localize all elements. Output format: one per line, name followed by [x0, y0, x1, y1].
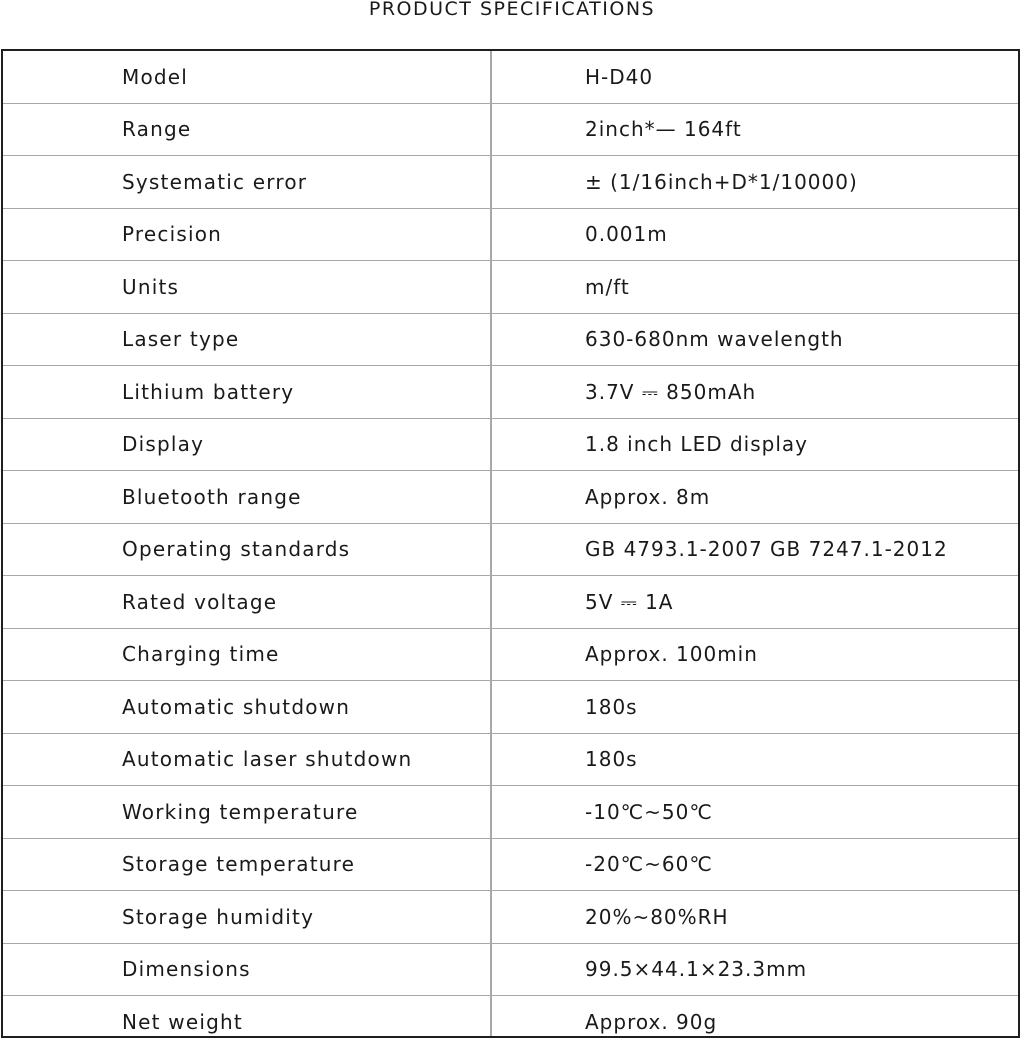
- spec-label: Model: [122, 64, 189, 89]
- spec-label: Working temperature: [122, 799, 359, 824]
- spec-label: Operating standards: [122, 537, 351, 562]
- spec-value: 5V ⎓ 1A: [585, 589, 674, 614]
- spec-value: GB 4793.1-2007 GB 7247.1-2012: [585, 537, 948, 562]
- specifications-table: [1, 49, 1020, 1038]
- table-row: [3, 314, 1018, 367]
- spec-value: m/ft: [585, 274, 630, 299]
- spec-label: Charging time: [122, 642, 280, 667]
- spec-label: Storage humidity: [122, 904, 315, 929]
- table-row: [3, 839, 1018, 892]
- spec-value: ± (1/16inch+D*1/10000): [585, 169, 858, 194]
- table-row: [3, 104, 1018, 157]
- table-row: [3, 681, 1018, 734]
- spec-label: Lithium battery: [122, 379, 295, 404]
- table-row: [3, 576, 1018, 629]
- spec-label: Storage temperature: [122, 852, 356, 877]
- spec-value: 0.001m: [585, 222, 668, 247]
- table-row: [3, 261, 1018, 314]
- spec-value: 99.5×44.1×23.3mm: [585, 957, 808, 982]
- table-row: [3, 156, 1018, 209]
- page-title: PRODUCT SPECIFICATIONS: [368, 0, 656, 20]
- table-row: [3, 629, 1018, 682]
- spec-value: 20%~80%RH: [585, 904, 729, 929]
- spec-label: Automatic laser shutdown: [122, 747, 413, 772]
- table-row: [3, 891, 1018, 944]
- spec-value: 180s: [585, 694, 638, 719]
- spec-value: Approx. 90g: [585, 1010, 718, 1035]
- spec-value: Approx. 8m: [585, 484, 711, 509]
- spec-value: -20℃~60℃: [585, 852, 713, 877]
- table-row: [3, 944, 1018, 997]
- table-row: [3, 209, 1018, 262]
- table-row: [3, 524, 1018, 577]
- spec-value: H-D40: [585, 64, 654, 89]
- spec-label: Units: [122, 274, 180, 299]
- spec-label: Precision: [122, 222, 223, 247]
- spec-value: 3.7V ⎓ 850mAh: [585, 379, 757, 404]
- table-row: [3, 734, 1018, 787]
- spec-label: Systematic error: [122, 169, 308, 194]
- table-row: [3, 471, 1018, 524]
- spec-label: Automatic shutdown: [122, 694, 351, 719]
- table-row: [3, 366, 1018, 419]
- spec-value: 2inch*— 164ft: [585, 117, 742, 142]
- spec-label: Bluetooth range: [122, 484, 302, 509]
- spec-value: 1.8 inch LED display: [585, 432, 808, 457]
- spec-label: Display: [122, 432, 205, 457]
- spec-value: 630-680nm wavelength: [585, 327, 844, 352]
- spec-label: Dimensions: [122, 957, 251, 982]
- table-row: [3, 419, 1018, 472]
- table-row: [3, 786, 1018, 839]
- table-row: [3, 51, 1018, 104]
- spec-label: Net weight: [122, 1010, 243, 1035]
- spec-label: Laser type: [122, 327, 240, 352]
- spec-value: -10℃~50℃: [585, 799, 713, 824]
- spec-value: Approx. 100min: [585, 642, 758, 667]
- spec-value: 180s: [585, 747, 638, 772]
- spec-label: Range: [122, 117, 192, 142]
- spec-label: Rated voltage: [122, 589, 278, 614]
